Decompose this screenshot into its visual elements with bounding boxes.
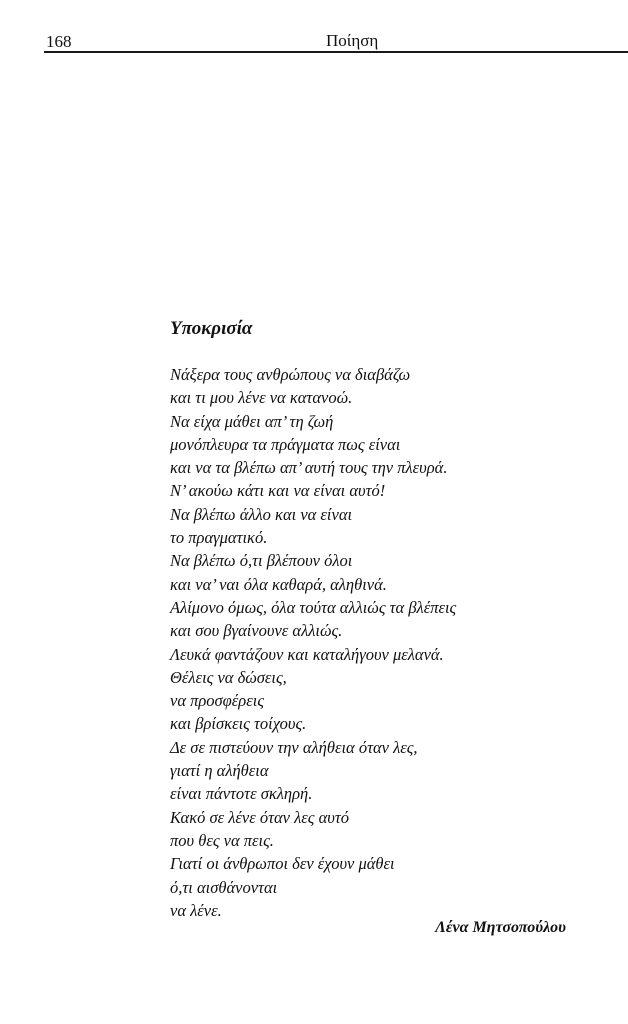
- poem-line: να προσφέρεις: [170, 691, 265, 711]
- running-head: Ποίηση: [326, 31, 379, 50]
- poem-line: ό,τι αισθάνονται: [170, 877, 278, 897]
- poem-line: Θέλεις να δώσεις,: [170, 667, 287, 687]
- poem-line: και να τα βλέπω απ’ αυτή τους την πλευρά.: [170, 458, 448, 478]
- poem-line: Να είχα μάθει απ’ τη ζωή: [170, 411, 334, 431]
- poem-line: Να βλέπω άλλο και να είναι: [170, 504, 353, 524]
- poem-body: [170, 363, 456, 922]
- poem-line: που θες να πεις.: [170, 830, 274, 850]
- page-number: 168: [46, 32, 72, 51]
- poem-line: Αλίμονο όμως, όλα τούτα αλλιώς τα βλέπεις: [170, 597, 457, 617]
- poem-line: Να βλέπω ό,τι βλέπουν όλοι: [170, 551, 353, 571]
- poem-line: Νάξερα τους ανθρώπους να διαβάζω: [170, 365, 411, 384]
- poem-line: το πραγματικό.: [170, 528, 268, 548]
- poem-line: Ν’ ακούω κάτι και να είναι αυτό!: [170, 481, 386, 501]
- poem-line: και σου βγαίνουνε αλλιώς.: [170, 621, 343, 641]
- poem-line: Κακό σε λένε όταν λες αυτό: [170, 807, 349, 827]
- poem-title: Υποκρισία: [170, 318, 253, 339]
- poem-line: Λευκά φαντάζουν και καταλήγουν μελανά.: [170, 644, 444, 664]
- header-rule: [44, 51, 628, 53]
- poem-line: μονόπλευρα τα πράγματα πως είναι: [170, 434, 401, 454]
- poem-line: και να’ ναι όλα καθαρά, αληθινά.: [170, 574, 387, 594]
- poem-line: Δε σε πιστεύουν την αλήθεια όταν λες,: [170, 737, 418, 757]
- poem-line: γιατί η αλήθεια: [170, 761, 269, 781]
- poem-line: και τι μου λένε να κατανοώ.: [170, 388, 353, 408]
- poem-line: και βρίσκεις τοίχους.: [170, 714, 307, 734]
- poem-line: Γιατί οι άνθρωποι δεν έχουν μάθει: [170, 854, 395, 874]
- poem-author: Λένα Μητσοπούλου: [435, 919, 566, 936]
- poem-line: να λένε.: [170, 900, 222, 920]
- poem-line: είναι πάντοτε σκληρή.: [170, 784, 313, 804]
